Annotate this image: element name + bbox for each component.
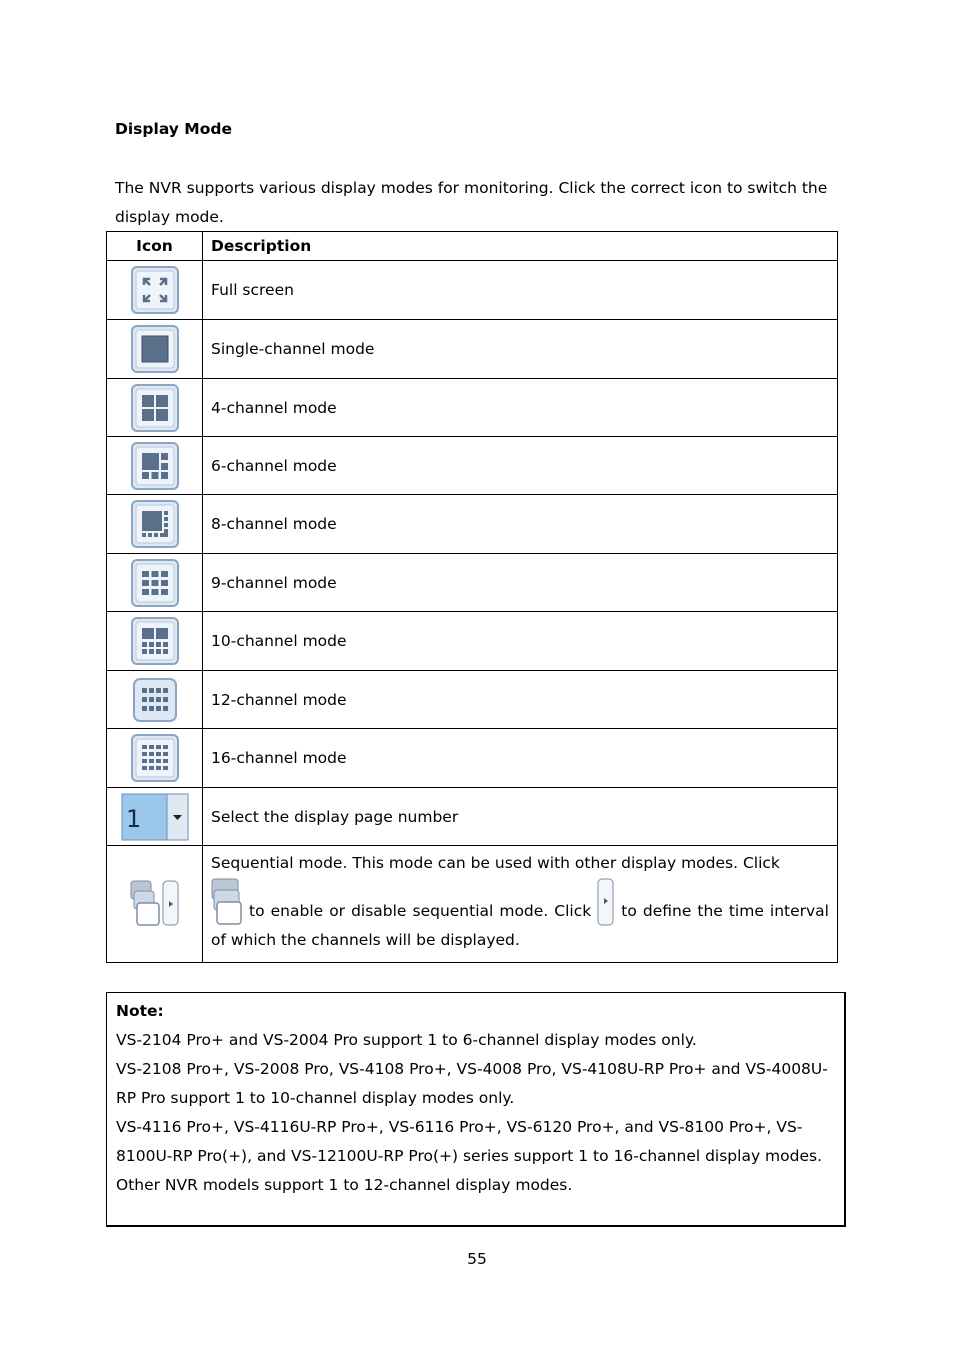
table-row — [107, 612, 838, 671]
table-row — [107, 495, 838, 554]
dropdown-value: 1 — [125, 804, 141, 833]
section-heading: Display Mode — [115, 120, 232, 138]
sequential-text-3: to define the time interval of which the channels will be displayed. — [211, 902, 829, 949]
sequential-text-1: Sequential mode. This mode can be used with other display modes. Click — [211, 854, 780, 872]
header-description: Description — [203, 232, 838, 261]
row-description: Select the display page number — [203, 788, 838, 846]
table-row — [107, 554, 838, 612]
note-line: VS-4116 Pro+, VS-4116U-RP Pro+, VS-6116 Pro+, VS-6120 Pro+, and VS-8100 Pro+, VS-8100U-RP Pro(+), and VS-12100U-RP Pro(+) series support 1 to 16-channel display modes. — [116, 1118, 823, 1165]
intro-paragraph: The NVR supports various display modes for monitoring. Click the correct icon to switch the display mode. — [115, 179, 828, 226]
sequential-interval-icon[interactable] — [597, 878, 615, 926]
eight-channel-icon[interactable] — [131, 500, 179, 548]
table-row — [107, 788, 838, 846]
note-line: Other NVR models support 1 to 12-channel display modes. — [116, 1176, 573, 1194]
nine-channel-icon[interactable] — [131, 559, 179, 607]
row-description: 9-channel mode — [203, 554, 838, 612]
sequential-toggle-icon[interactable] — [211, 878, 243, 926]
note-box — [106, 992, 846, 1227]
page-number-dropdown[interactable] — [121, 793, 189, 841]
sequential-description — [203, 846, 838, 963]
row-description: 8-channel mode — [203, 495, 838, 554]
note-title: Note: — [116, 1002, 164, 1020]
header-icon: Icon — [107, 232, 203, 261]
twelve-channel-icon[interactable] — [131, 676, 179, 724]
ten-channel-icon[interactable] — [131, 617, 179, 665]
row-description: 4-channel mode — [203, 379, 838, 437]
fullscreen-icon[interactable] — [131, 266, 179, 314]
table-row — [107, 437, 838, 495]
row-description: 12-channel mode — [203, 671, 838, 729]
row-description: Single-channel mode — [203, 320, 838, 379]
sequential-text-2: to enable or disable sequential mode. Click — [243, 902, 598, 920]
row-description: Full screen — [203, 261, 838, 320]
sequential-mode-icon[interactable] — [130, 879, 180, 929]
page-number: 55 — [467, 1250, 487, 1268]
row-description: 10-channel mode — [203, 612, 838, 671]
table-row — [107, 320, 838, 379]
table-header-row — [107, 232, 838, 261]
four-channel-icon[interactable] — [131, 384, 179, 432]
six-channel-icon[interactable] — [131, 442, 179, 490]
row-description: 16-channel mode — [203, 729, 838, 788]
table-row — [107, 729, 838, 788]
table-row — [107, 261, 838, 320]
note-line: VS-2104 Pro+ and VS-2004 Pro support 1 to 6-channel display modes only. — [116, 1031, 697, 1049]
note-line: VS-2108 Pro+, VS-2008 Pro, VS-4108 Pro+, VS-4008 Pro, VS-4108U-RP Pro+ and VS-4008U-RP Pro support 1 to 10-channel display modes only. — [116, 1060, 828, 1107]
sixteen-channel-icon[interactable] — [131, 734, 179, 782]
table-row — [107, 846, 838, 963]
table-row — [107, 379, 838, 437]
row-description: 6-channel mode — [203, 437, 838, 495]
table-row — [107, 671, 838, 729]
single-channel-icon[interactable] — [131, 325, 179, 373]
display-mode-table — [106, 231, 838, 963]
